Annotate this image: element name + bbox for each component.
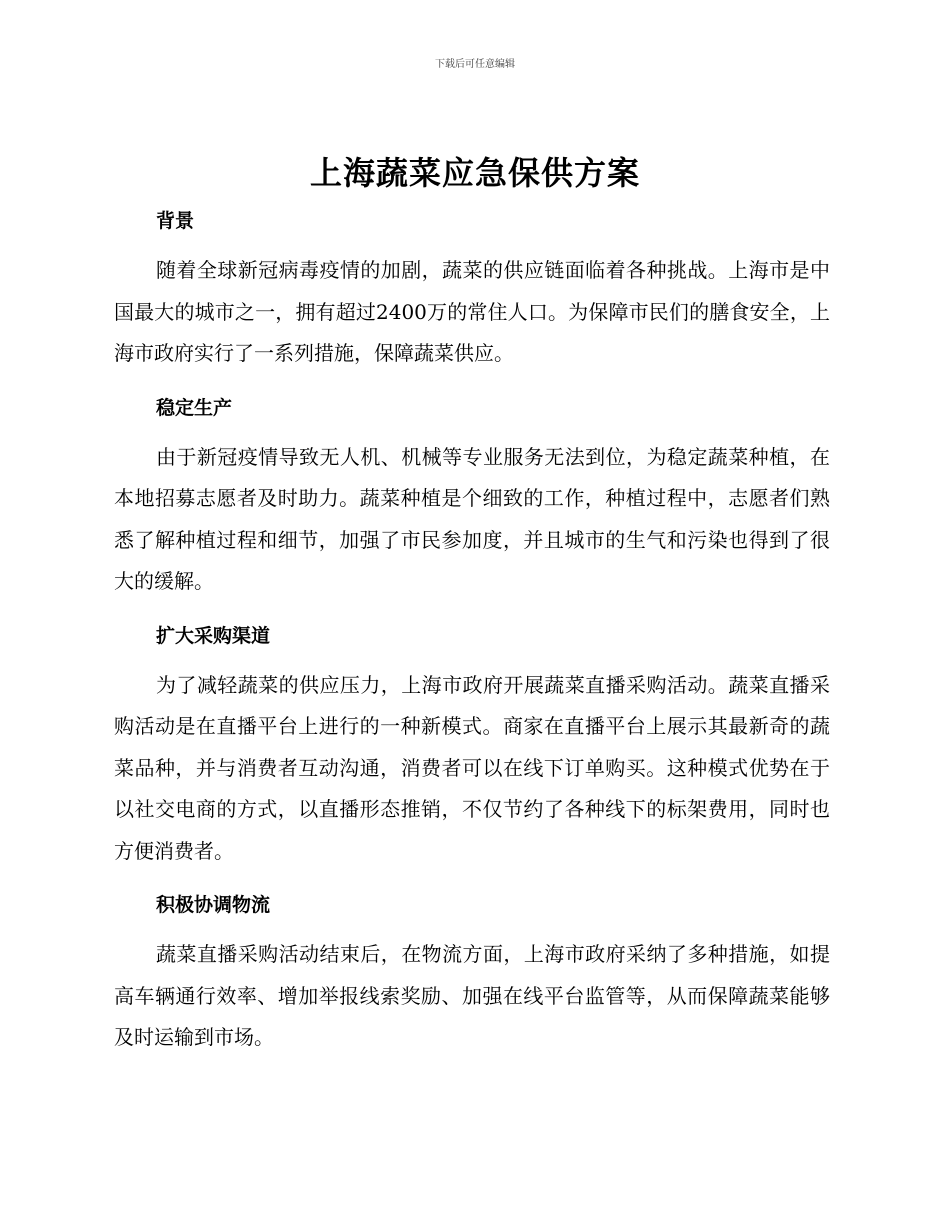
section-paragraph: 由于新冠疫情导致无人机、机械等专业服务无法到位，为稳定蔬菜种植，在本地招募志愿者及时助力。蔬菜种植是个细致的工作，种植过程中，志愿者们熟悉了解种植过程和细节，加强了市民参加度，并且城市的生气和污染也得到了很大的缓解。 <box>114 444 830 593</box>
section-heading: 扩大采购渠道 <box>156 624 271 647</box>
section-stable-production <box>114 395 830 603</box>
section-paragraph: 为了减轻蔬菜的供应压力，上海市政府开展蔬菜直播采购活动。蔬菜直播采购活动是在直播平台上进行的一种新模式。商家在直播平台上展示其最新奇的蔬菜品种，并与消费者互动沟通，消费者可以在线下订单购买。这种模式优势在于以社交电商的方式，以直播形态推销，不仅节约了各种线下的标架费用，同时也方便消费者。 <box>114 672 830 863</box>
section-heading: 背景 <box>156 210 195 232</box>
section-paragraph: 蔬菜直播采购活动结束后，在物流方面，上海市政府采纳了多种措施，如提高车辆通行效率、增加举报线索奖励、加强在线平台监管等，从而保障蔬菜能够及时运输到市场。 <box>114 942 830 1049</box>
header-note: 下载后可任意编辑 <box>435 59 515 70</box>
section-expand-procurement <box>114 623 830 873</box>
section-heading: 稳定生产 <box>156 396 233 419</box>
document-body <box>114 208 830 1079</box>
section-background <box>114 208 830 375</box>
section-paragraph: 随着全球新冠病毒疫情的加剧，蔬菜的供应链面临着各种挑战。上海市是中国最大的城市之一，拥有超过2400万的常住人口。为保障市民们的膳食安全，上海市政府实行了一系列措施，保障蔬菜供应。 <box>114 258 830 365</box>
document-title: 上海蔬菜应急保供方案 <box>309 154 640 192</box>
section-logistics <box>114 892 830 1059</box>
section-heading: 积极协调物流 <box>156 894 271 916</box>
